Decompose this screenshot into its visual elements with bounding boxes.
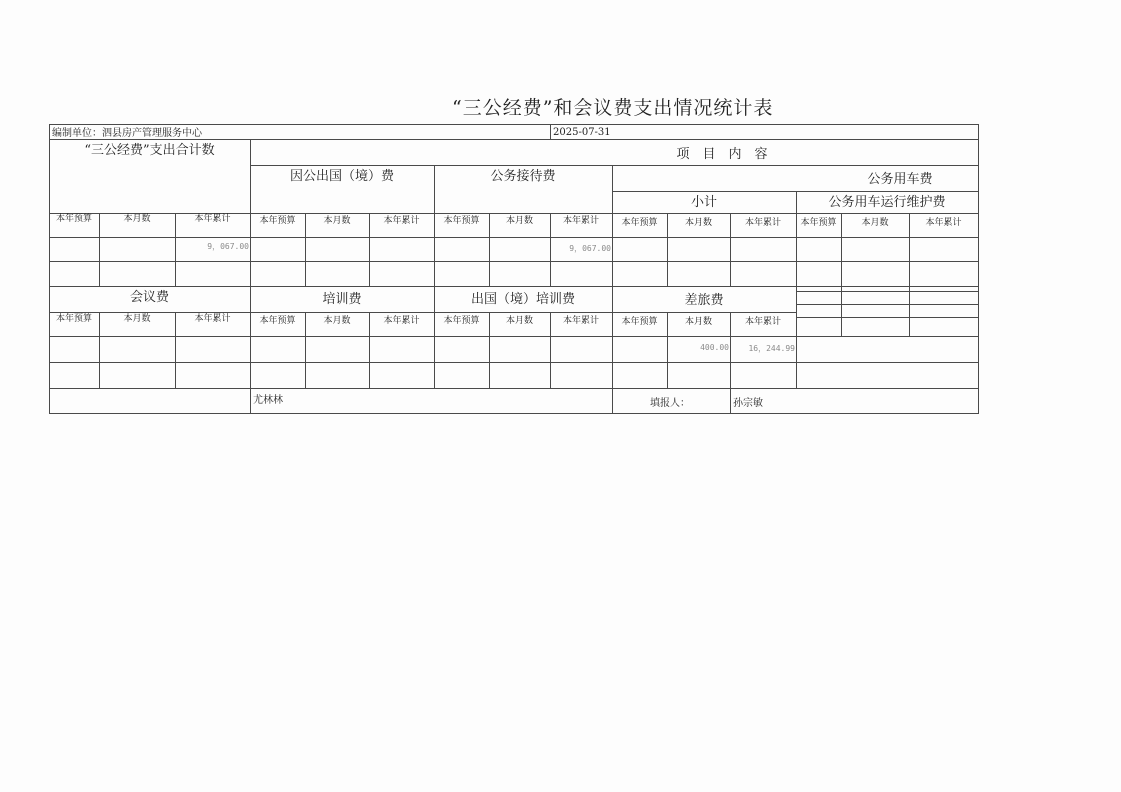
abroad-header: 因公出国（境）费 [289, 169, 394, 184]
col-budget: 本年预算 [55, 314, 92, 324]
col-budget: 本年预算 [621, 317, 658, 327]
three-total-header: “三公经费”支出合计数 [84, 143, 215, 158]
rule [796, 304, 979, 305]
org-label: 编制单位：泗县房产管理服务中心 [52, 128, 202, 139]
rule [796, 291, 979, 292]
col-cumulative: 本年累计 [562, 216, 599, 226]
rule [49, 388, 979, 389]
col-cumulative: 本年累计 [194, 314, 231, 324]
vehicle-maint-header: 公务用车运行维护费 [828, 195, 946, 210]
col-month: 本月数 [123, 314, 151, 324]
col-cumulative: 本年累计 [194, 214, 231, 224]
rule [49, 261, 979, 262]
rule [49, 362, 979, 363]
col-budget: 本年预算 [443, 216, 480, 226]
rule [49, 286, 979, 287]
rule [49, 336, 979, 337]
col-cumulative: 本年累计 [383, 216, 420, 226]
rule [49, 413, 979, 414]
rule [550, 124, 551, 139]
col-month: 本月数 [323, 316, 351, 326]
col-month: 本月数 [123, 214, 151, 224]
reception-cumulative: 9，067.00 [569, 244, 611, 253]
vehicle-header: 公务用车费 [867, 172, 933, 187]
project-header: 项 目 内 容 [676, 147, 768, 162]
col-month: 本月数 [861, 218, 889, 228]
col-cumulative: 本年累计 [383, 316, 420, 326]
col-month: 本月数 [684, 218, 712, 228]
col-budget: 本年预算 [259, 216, 296, 226]
rule [434, 165, 435, 388]
reception-header: 公务接待费 [490, 169, 556, 184]
rule [796, 317, 979, 318]
col-cumulative: 本年累计 [562, 316, 599, 326]
col-cumulative: 本年累计 [744, 317, 781, 327]
meeting-header: 会议费 [129, 290, 169, 305]
travel-cumulative: 16，244.99 [748, 344, 795, 353]
rule [49, 124, 50, 413]
rule [49, 124, 979, 125]
col-month: 本月数 [323, 216, 351, 226]
rule [49, 213, 979, 214]
rule [978, 124, 979, 413]
rule [909, 213, 910, 336]
abroad-training-header: 出国（境）培训费 [470, 292, 575, 307]
rule [49, 312, 796, 313]
travel-month: 400.00 [700, 343, 729, 352]
col-budget: 本年预算 [621, 218, 658, 228]
col-budget: 本年预算 [800, 218, 837, 228]
filler-label: 填报人： [650, 398, 690, 409]
three-total-cumulative: 9，067.00 [207, 242, 249, 251]
date-label: 2025-07-31 [553, 127, 611, 138]
document-title: “三公经费”和会议费支出情况统计表 [452, 97, 774, 119]
rule [49, 139, 979, 140]
filler-name: 孙宗敏 [733, 398, 763, 409]
col-budget: 本年预算 [443, 316, 480, 326]
unit-head-name: 尤林林 [253, 395, 283, 406]
col-month: 本月数 [505, 316, 533, 326]
col-month: 本月数 [505, 216, 533, 226]
subtotal-header: 小计 [690, 195, 717, 210]
training-header: 培训费 [322, 292, 362, 307]
col-budget: 本年预算 [259, 316, 296, 326]
col-cumulative: 本年累计 [925, 218, 962, 228]
rule [730, 312, 731, 413]
rule [250, 165, 979, 166]
travel-header: 差旅费 [684, 293, 724, 308]
col-month: 本月数 [684, 317, 712, 327]
col-cumulative: 本年累计 [744, 218, 781, 228]
rule [841, 213, 842, 336]
col-budget: 本年预算 [55, 214, 92, 224]
rule [49, 237, 979, 238]
